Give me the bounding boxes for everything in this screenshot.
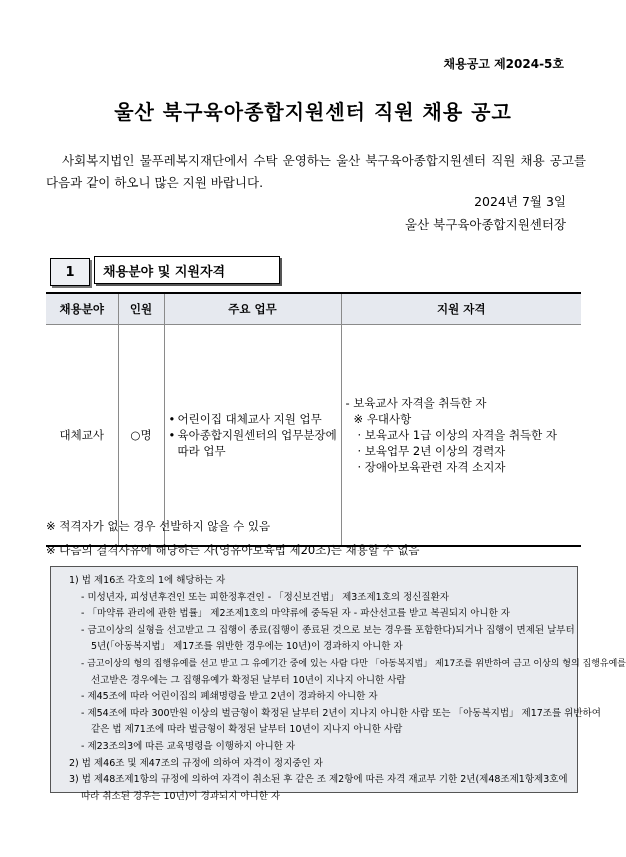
header-qualifications: 지원 자격 [341, 293, 581, 325]
duties-cell [164, 325, 341, 547]
recruitment-table [46, 292, 581, 547]
notice-date: 2024년 7월 3일 [474, 194, 566, 209]
table-header-row [46, 293, 581, 325]
disqualification-item: 1) 법 제16조 각호의 1에 해당하는 자 [69, 575, 226, 586]
disqualification-item: 5년(「아동복지법」 제17조를 위반한 경우에는 10년)이 경과하지 아니한 자 [91, 641, 403, 653]
qualification-main: - 보육교사 자격을 취득한 자 [345, 396, 487, 410]
section-number: 1 [50, 258, 90, 286]
disqualification-item: - 제45조에 따라 어린이집의 폐쇄명령을 받고 2년이 경과하지 아니한 자 [81, 691, 378, 703]
table-row [46, 325, 581, 547]
qualifications-cell [341, 325, 581, 547]
duty-item: • 어린이집 대체교사 지원 업무 [178, 411, 340, 427]
disqualification-item: - 「마약류 관리에 관한 법률」 제2조제1호의 마약류에 중독된 자 - 파산선고를 받고 복권되지 아니한 자 [81, 608, 510, 620]
disqualification-item: - 금고이상의 실형을 선고받고 그 집행이 종료(집행이 종료된 것으로 보는 경우를 포함한다)되거나 집행이 면제된 날부터 [81, 624, 575, 636]
preference-title: ※ 우대사항 [353, 412, 412, 426]
disqualification-box [50, 566, 626, 802]
preference-item: · 보육교사 1급 이상의 자격을 취득한 자 [357, 428, 558, 442]
preference-item: · 보육업무 2년 이상의 경력자 [357, 444, 506, 458]
disqualification-item: 같은 법 제71조에 따라 벌금형이 확정된 날부터 10년이 지나지 아니한 사람 [91, 724, 403, 736]
preference-item: · 장애아보육관련 자격 소지자 [357, 460, 506, 474]
disqualification-item: - 제23조의3에 따른 교육명령을 이행하지 아니한 자 [81, 740, 296, 752]
disqualification-item: 따라 취소된 경우는 10년)이 경과되지 아니한 자 [81, 790, 281, 802]
header-field: 채용분야 [46, 293, 118, 325]
issuer-name: 울산 북구육아종합지원센터장 [405, 217, 566, 232]
header-duties: 주요 업무 [164, 293, 341, 325]
section-title: 채용분야 및 지원자격 [94, 256, 280, 284]
disqualification-item: 3) 법 제48조제1항의 규정에 의하여 자격이 취소된 후 같은 조 제2항에 따른 자격 재교부 기한 2년(제48조제1항제3호에 [69, 774, 568, 786]
disqualification-item: - 제54조에 따라 300만원 이상의 벌금형이 확정된 날부터 2년이 지나지 아니한 사람 또는 「아동복지법」 제17조를 위반하여 [81, 707, 601, 719]
intro-paragraph: 사회복지법인 물푸레복지재단에서 수탁 운영하는 울산 북구육아종합지원센터 직원 채용 공고를 다음과 같이 하오니 많은 지원 바랍니다. [46, 153, 586, 190]
disqualification-item: - 금고이상의 형의 집행유예를 선고 받고 그 유예기간 중에 있는 사람 다만 「아동복지법」 제17조를 위반하여 금고 이상의 형의 집행유예를 [81, 658, 626, 669]
disqualification-item: - 미성년자, 피성년후견인 또는 피한정후견인 - 「정신보건법」 제3조제1호의 정신질환자 [81, 591, 449, 603]
field-cell: 대체교사 [46, 325, 118, 547]
disqualification-item: 2) 법 제46조 및 제47조의 규정에 의하여 자격이 정지중인 자 [69, 757, 323, 769]
header-count: 인원 [118, 293, 164, 325]
count-cell: ○명 [118, 325, 164, 547]
note-line: ※ 다음의 결격사유에 해당하는 자(영유아보육법 제20조)는 채용할 수 없음 [46, 543, 420, 557]
page-title: 울산 북구육아종합지원센터 직원 채용 공고 [114, 100, 512, 124]
duty-item: • 육아종합지원센터의 업무분장에 따라 업무 [178, 427, 340, 459]
disqualification-item: 선고받은 경우에는 그 집행유예가 확정된 날부터 10년이 지나지 아니한 사람 [91, 674, 406, 686]
notice-number: 채용공고 제2024-5호 [443, 57, 564, 71]
note-line: ※ 적격자가 없는 경우 선발하지 않을 수 있음 [46, 519, 271, 533]
